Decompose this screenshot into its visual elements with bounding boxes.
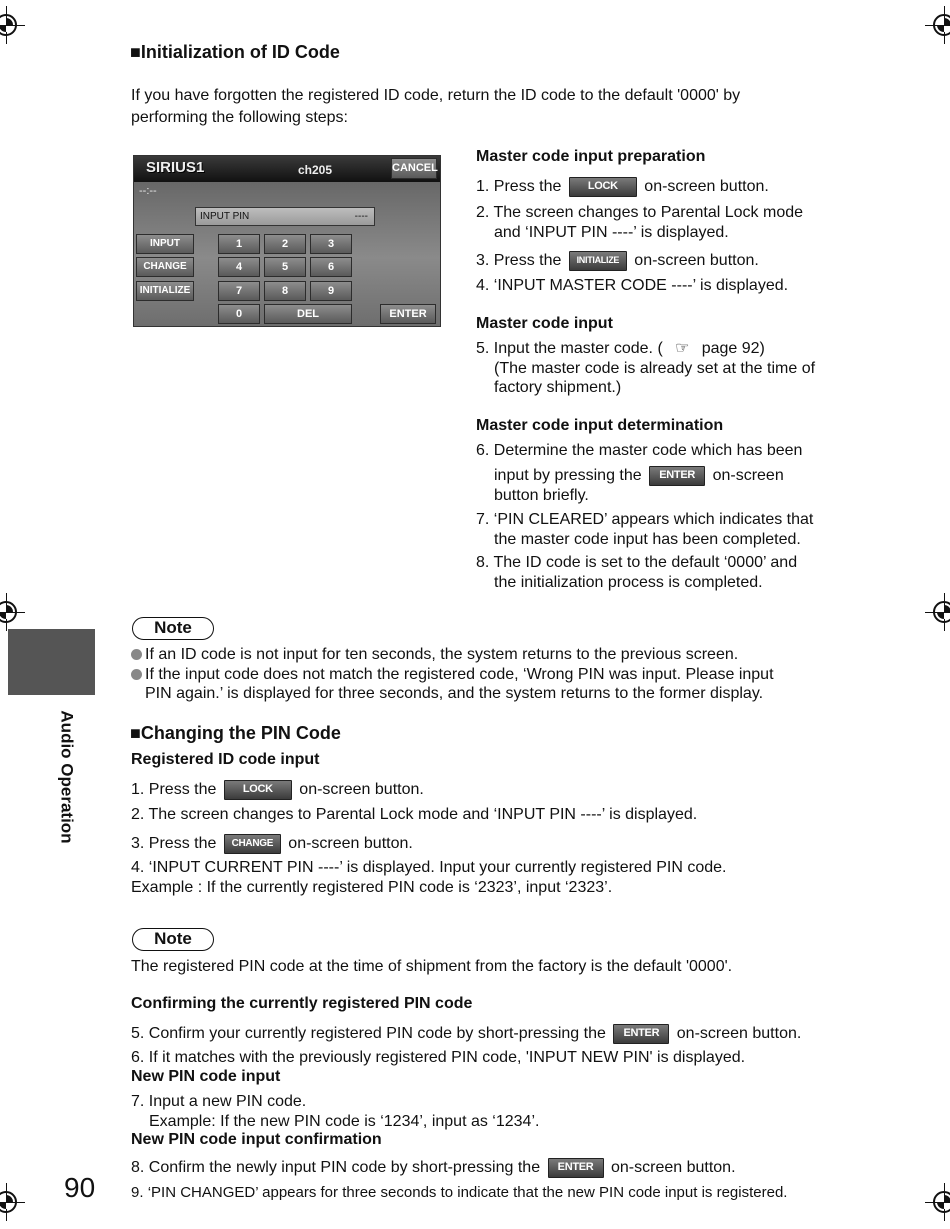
- step-text: the master code input has been completed.: [494, 530, 801, 548]
- change-step-5: [131, 1024, 801, 1044]
- step-text: The screen changes to Parental Lock mode: [493, 204, 804, 221]
- pointing-hand-icon: ☞: [675, 340, 690, 357]
- step-text: ‘PIN CHANGED’ appears for three seconds to indicate that the new PIN code input is registered.: [147, 1184, 788, 1201]
- step-text: on-screen button.: [299, 781, 424, 799]
- note-bullet: [131, 645, 774, 665]
- enter-button-image: ENTER: [548, 1158, 604, 1178]
- section-title-text: Initialization of ID Code: [140, 42, 340, 62]
- step-text: factory shipment.): [494, 379, 622, 396]
- new-pin-heading: New PIN code input: [131, 1068, 281, 1085]
- step-text: on-screen button.: [676, 1025, 802, 1043]
- change-step-2: [131, 805, 697, 825]
- step-text: input by pressing the: [494, 466, 642, 484]
- step-text: Press the: [148, 781, 217, 799]
- prep-step-4: [476, 276, 788, 296]
- screen-initialize-tab: INITIALIZE: [136, 281, 194, 301]
- intro-paragraph: [131, 86, 831, 127]
- enter-key: ENTER: [380, 304, 436, 324]
- step-number: 7.: [131, 1093, 145, 1110]
- step-text: and ‘INPUT PIN ----’ is displayed.: [494, 223, 729, 241]
- change-step-7: [131, 1092, 539, 1131]
- step-number: 6.: [476, 442, 490, 459]
- intro-line: performing the following steps:: [131, 109, 348, 126]
- note-bullet: [131, 665, 774, 685]
- change-step-4: [131, 858, 726, 897]
- key-1: 1: [218, 234, 260, 254]
- registration-mark-icon: [0, 601, 17, 623]
- key-8: 8: [264, 281, 306, 301]
- channel-label: ch205: [298, 163, 333, 177]
- registration-mark-icon: [933, 601, 950, 623]
- key-4: 4: [218, 257, 260, 277]
- step-number: 3.: [476, 252, 490, 270]
- master-det-step-8: [476, 553, 797, 592]
- step-text: on-screen button.: [611, 1159, 736, 1177]
- key-9: 9: [310, 281, 352, 301]
- step-text: on-screen: [712, 466, 784, 484]
- side-tab-block: [8, 629, 95, 695]
- change-step-9: [131, 1183, 787, 1203]
- step-text: If it matches with the previously registered PIN code, 'INPUT NEW PIN' is displayed.: [148, 1049, 746, 1066]
- registration-mark-icon: [0, 1191, 17, 1213]
- note-text: If an ID code is not input for ten seconds, the system returns to the previous screen.: [145, 646, 739, 663]
- step-number: 2.: [476, 204, 490, 221]
- prep-step-3: [476, 251, 759, 271]
- master-input-heading: Master code input: [476, 315, 613, 332]
- step-number: 4.: [476, 277, 490, 294]
- registration-mark-icon: [933, 14, 950, 36]
- step-text: ‘INPUT MASTER CODE ----’ is displayed.: [493, 277, 789, 294]
- master-input-step-5: [476, 339, 815, 398]
- bullet-dot-icon: [131, 669, 142, 680]
- prep-step-2: [476, 203, 803, 242]
- key-0: 0: [218, 304, 260, 324]
- master-det-heading: Master code input determination: [476, 417, 724, 434]
- pin-field-label: INPUT PIN: [200, 211, 250, 222]
- step-number: 1.: [131, 781, 145, 799]
- step-text: Confirm your currently registered PIN code by short-pressing the: [148, 1025, 606, 1043]
- registered-id-heading: Registered ID code input: [131, 751, 320, 768]
- note-label: Note: [132, 928, 214, 951]
- step-number: 4.: [131, 859, 145, 876]
- square-bullet-icon: ■: [130, 723, 141, 743]
- key-2: 2: [264, 234, 306, 254]
- key-6: 6: [310, 257, 352, 277]
- note-text: If the input code does not match the registered code, ‘Wrong PIN was input. Please input: [145, 665, 774, 683]
- step-text: Example: If the new PIN code is ‘1234’, input as ‘1234’.: [149, 1112, 540, 1130]
- change-button-image: CHANGE: [224, 834, 281, 854]
- step-number: 2.: [131, 806, 145, 823]
- prep-heading: Master code input preparation: [476, 148, 706, 165]
- step-number: 6.: [131, 1049, 145, 1066]
- key-5: 5: [264, 257, 306, 277]
- cancel-button: CANCEL: [391, 158, 437, 179]
- enter-button-image: ENTER: [649, 466, 705, 486]
- note-bullets: [131, 645, 774, 704]
- step-text: the initialization process is completed.: [494, 573, 763, 591]
- change-step-1: [131, 780, 424, 800]
- step-text: Input a new PIN code.: [148, 1093, 307, 1110]
- step-text: Press the: [493, 178, 562, 196]
- bullet-dot-icon: [131, 649, 142, 660]
- key-3: 3: [310, 234, 352, 254]
- note-label: Note: [132, 617, 214, 640]
- step-text: on-screen button.: [288, 835, 413, 853]
- lock-button-image: LOCK: [569, 177, 637, 197]
- step-text: The ID code is set to the default ‘0000’ and: [493, 554, 798, 571]
- lock-button-image: LOCK: [224, 780, 292, 800]
- master-det-step-7: [476, 510, 813, 549]
- step-text: Determine the master code which has been: [493, 442, 803, 459]
- step-number: 9.: [131, 1184, 144, 1201]
- pin-field: [195, 207, 375, 226]
- step-text: (The master code is already set at the time of: [494, 359, 816, 377]
- step-text: ‘INPUT CURRENT PIN ----’ is displayed. Input your currently registered PIN code.: [148, 859, 727, 876]
- step-number: 8.: [131, 1159, 145, 1177]
- del-key: DEL: [264, 304, 352, 324]
- station-label: SIRIUS1: [146, 159, 205, 176]
- step-number: 3.: [131, 835, 145, 853]
- time-display: --:--: [139, 185, 157, 197]
- step-text: on-screen button.: [644, 178, 769, 196]
- prep-step-1: [476, 177, 769, 197]
- step-text: on-screen button.: [634, 252, 759, 270]
- screen-input-tab: INPUT: [136, 234, 194, 254]
- enter-button-image: ENTER: [613, 1024, 669, 1044]
- screen-change-tab: CHANGE: [136, 257, 194, 277]
- parental-lock-screen-image: [133, 155, 441, 327]
- step-text: Example : If the currently registered PIN code is ‘2323’, input ‘2323’.: [131, 878, 613, 896]
- step-number: 5.: [476, 340, 490, 357]
- step-text: Input the master code. (: [493, 340, 663, 357]
- step-text: The screen changes to Parental Lock mode and ‘INPUT PIN ----’ is displayed.: [148, 806, 698, 823]
- section-title-text: Changing the PIN Code: [140, 723, 341, 743]
- section-title: [130, 42, 340, 63]
- intro-line: If you have forgotten the registered ID code, return the ID code to the default '0000' by: [131, 87, 741, 104]
- step-number: 7.: [476, 511, 490, 528]
- step-text: Press the: [493, 252, 562, 270]
- step-text: button briefly.: [494, 486, 589, 504]
- new-pin-confirm-heading: New PIN code input confirmation: [131, 1131, 382, 1148]
- side-tab-label: Audio Operation: [57, 710, 77, 844]
- step-text: page 92): [701, 340, 765, 357]
- step-text: Confirm the newly input PIN code by short-pressing the: [148, 1159, 541, 1177]
- square-bullet-icon: ■: [130, 42, 141, 62]
- confirm-heading: Confirming the currently registered PIN code: [131, 995, 473, 1012]
- note-text: The registered PIN code at the time of shipment from the factory is the default '0000'.: [131, 958, 733, 975]
- change-step-3: [131, 834, 413, 854]
- master-det-step-6: [476, 441, 802, 505]
- initialize-button-image: INITIALIZE: [569, 251, 627, 271]
- step-text: ‘PIN CLEARED’ appears which indicates that: [493, 511, 814, 528]
- pin-field-value: ----: [354, 211, 368, 222]
- key-7: 7: [218, 281, 260, 301]
- step-number: 1.: [476, 178, 490, 196]
- change-step-8: [131, 1158, 736, 1178]
- page-number: 90: [64, 1172, 96, 1203]
- step-number: 5.: [131, 1025, 145, 1043]
- step-line: [476, 466, 802, 486]
- note-text: PIN again.’ is displayed for three seconds, and the system returns to the former display.: [145, 685, 764, 702]
- section-title: [130, 723, 341, 744]
- step-text: Press the: [148, 835, 217, 853]
- registration-mark-icon: [0, 14, 17, 36]
- change-step-6: [131, 1048, 745, 1068]
- registration-mark-icon: [933, 1191, 950, 1213]
- step-number: 8.: [476, 554, 490, 571]
